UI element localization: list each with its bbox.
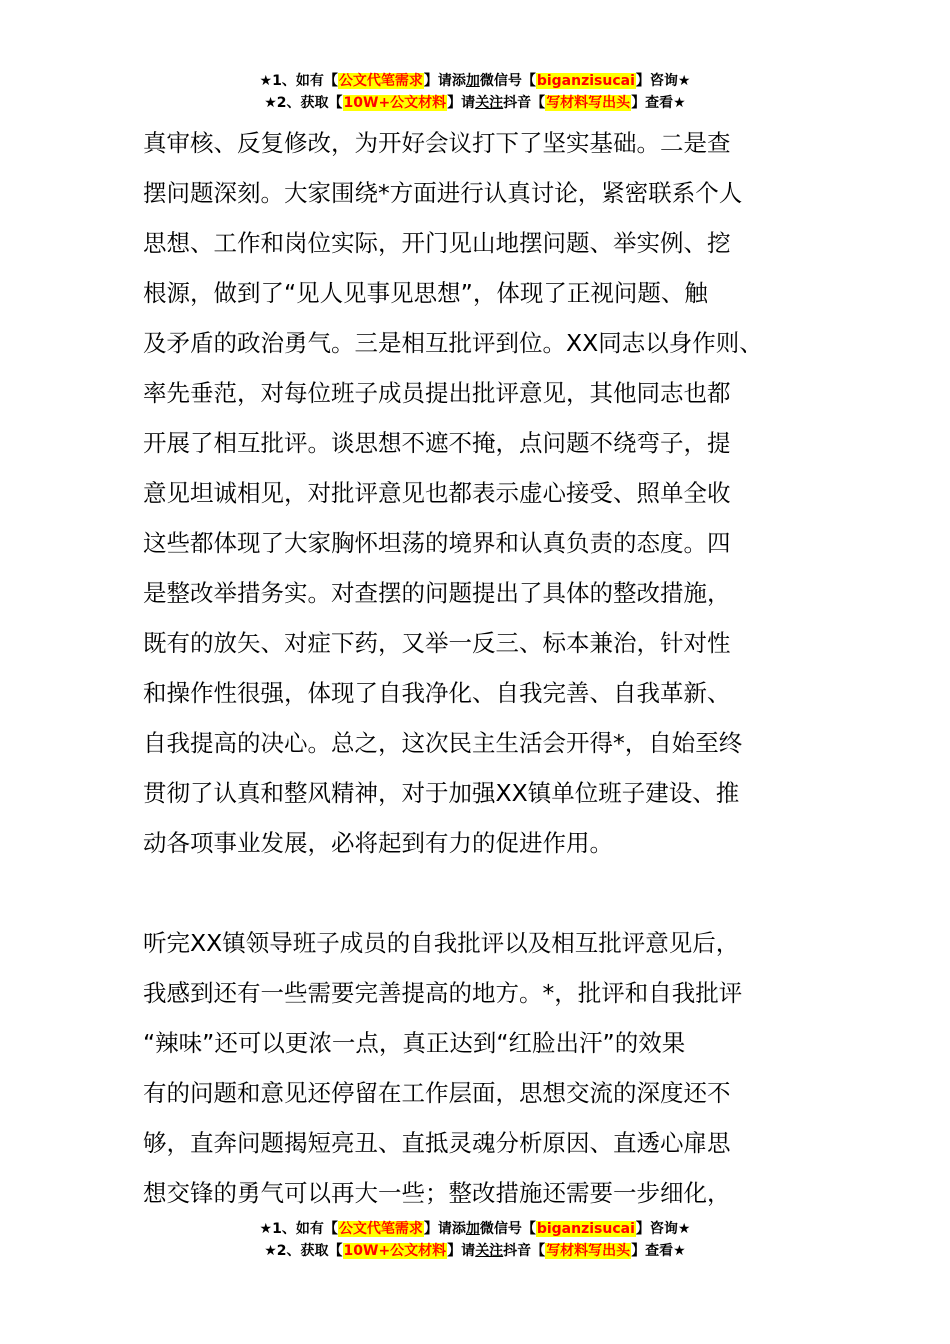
banner-text: 】请添 [423, 73, 466, 89]
highlight-wechat-id: biganzisucai [536, 73, 635, 89]
paragraph-1 [143, 118, 823, 868]
text-line: 摆问题深刻。大家围绕*方面进行认真讨论，紧密联系个人 [143, 179, 743, 207]
banner-text: 抖音【 [503, 1243, 546, 1259]
text-line: 开展了相互批评。谈思想不遮不掩，点问题不绕弯子，提 [143, 429, 731, 457]
banner-line-2 [0, 92, 950, 114]
highlight-wechat-id: biganzisucai [536, 1221, 635, 1237]
text-line: 听完XX镇领导班子成员的自我批评以及相互批评意见后， [143, 929, 740, 957]
banner-text: 】请 [447, 95, 476, 111]
banner-text: 】查看★ [631, 95, 686, 111]
highlight-materials: 10W+公文材料 [343, 95, 447, 111]
banner-underlined-text: 加 [465, 1221, 480, 1237]
highlight-service: 公文代笔需求 [338, 1221, 423, 1237]
text-line: 真审核、反复修改，为开好会议打下了坚实基础。二是查 [143, 129, 731, 157]
text-line: 这些都体现了大家胸怀坦荡的境界和认真负责的态度。四 [143, 529, 731, 557]
text-line: 够，直奔问题揭短亮丑、直抵灵魂分析原因、直透心扉思 [143, 1129, 731, 1157]
text-line: 是整改举措务实。对查摆的问题提出了具体的整改措施， [143, 579, 731, 607]
highlight-douyin-account: 写材料写出头 [546, 95, 631, 111]
paragraph-spacer [143, 868, 823, 918]
text-line: 自我提高的决心。总之，这次民主生活会开得*，自始至终 [143, 729, 743, 757]
banner-underlined-text: 关注 [475, 95, 504, 111]
banner-text: 】咨询★ [635, 73, 691, 89]
text-line: 及矛盾的政治勇气。三是相互批评到位。XX同志以身作则、 [143, 329, 763, 357]
banner-text: ★2、获取【 [264, 1243, 343, 1259]
paragraph-2 [143, 918, 823, 1218]
banner-text: 微信号【 [479, 73, 536, 89]
highlight-service: 公文代笔需求 [338, 73, 423, 89]
highlight-materials: 10W+公文材料 [343, 1243, 447, 1259]
banner-line-1 [0, 1218, 950, 1240]
text-line: 有的问题和意见还停留在工作层面，思想交流的深度还不 [143, 1079, 731, 1107]
banner-text: ★1、如有【 [259, 73, 338, 89]
text-line: “辣味”还可以更浓一点，真正达到“红脸出汗”的效果 [143, 1029, 686, 1057]
banner-underlined-text: 加 [465, 73, 480, 89]
banner-text: ★1、如有【 [259, 1221, 338, 1237]
text-line: 根源，做到了“见人见事见思想”，体现了正视问题、触 [143, 279, 708, 307]
banner-text: ★2、获取【 [264, 95, 343, 111]
header-banner [0, 70, 950, 114]
text-line: 想交锋的勇气可以再大一些；整改措施还需要一步细化， [143, 1179, 731, 1207]
text-line: 既有的放矢、对症下药，又举一反三、标本兼治，针对性 [143, 629, 731, 657]
text-line: 思想、工作和岗位实际，开门见山地摆问题、举实例、挖 [143, 229, 731, 257]
banner-text: 】查看★ [631, 1243, 686, 1259]
banner-text: 】咨询★ [635, 1221, 691, 1237]
text-line: 率先垂范，对每位班子成员提出批评意见，其他同志也都 [143, 379, 731, 407]
text-line: 和操作性很强，体现了自我净化、自我完善、自我革新、 [143, 679, 731, 707]
banner-underlined-text: 关注 [475, 1243, 504, 1259]
banner-text: 微信号【 [479, 1221, 536, 1237]
banner-text: 】请添 [423, 1221, 466, 1237]
text-line: 贯彻了认真和整风精神，对于加强XX镇单位班子建设、推 [143, 779, 740, 807]
text-line: 动各项事业发展，必将起到有力的促进作用。 [143, 829, 613, 857]
banner-text: 】请 [447, 1243, 476, 1259]
footer-banner [0, 1218, 950, 1262]
text-line: 意见坦诚相见，对批评意见也都表示虚心接受、照单全收 [143, 479, 731, 507]
banner-text: 抖音【 [503, 95, 546, 111]
text-line: 我感到还有一些需要完善提高的地方。*，批评和自我批评 [143, 979, 743, 1007]
banner-line-2 [0, 1240, 950, 1262]
banner-line-1 [0, 70, 950, 92]
document-body [143, 118, 823, 1218]
highlight-douyin-account: 写材料写出头 [546, 1243, 631, 1259]
